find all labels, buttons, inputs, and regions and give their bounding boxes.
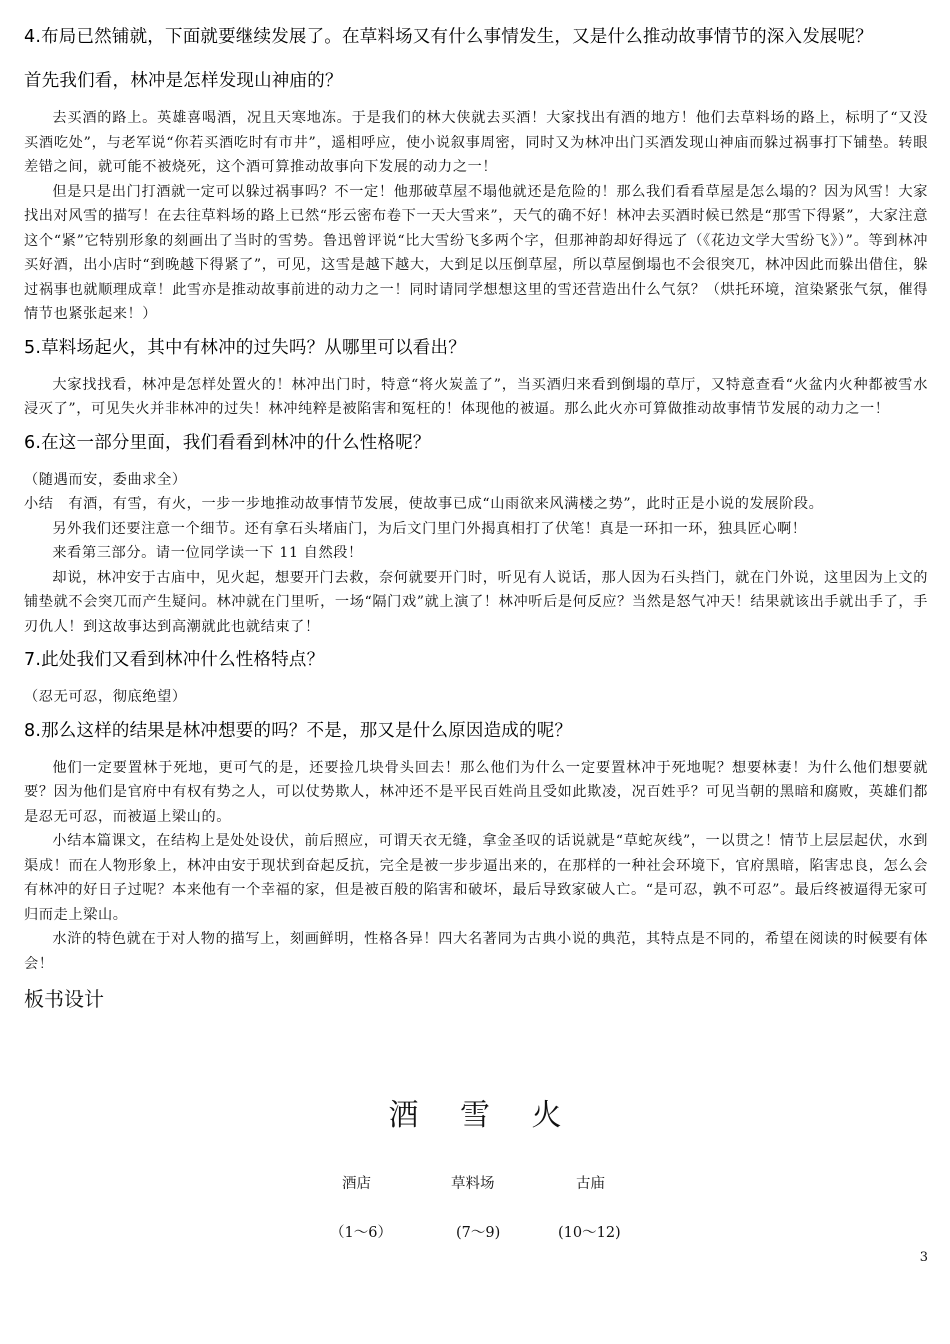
paragraph-snow: 但是只是出门打酒就一定可以躲过祸事吗？不一定！他那破草屋不塌他就还是危险的！那么我们看看草屋是怎么塌的？因为风雪！大家找出对风雪的描写！在去往草料场的路上已然“彤云密布卷下一天大雪来”，天气的确不好！林冲去买酒时候已然是“那雪下得紧”，大家注意这个“紧”它特别形象的刻画出了当时的雪势。鲁迅曾评说“比大雪纷飞多两个字，但那神韵却好得远了（《花边文学大雪纷飞》）”。等到林冲买好酒，出小店时“到晚越下得紧了”，可见，这雪是越下越大，大到足以压倒草屋，所以草屋倒塌也不会很突兀，林冲因此而躲出借住，躲过祸事也就顺理成章！此雪亦是推动故事前进的动力之一！同时请同学想想这里的雪还营造出什么气氛？（烘托环境，渲染紧张气氛，催得情节也紧张起来！） xyxy=(24,183,928,322)
paragraph-wine: 去买酒的路上。英雄喜喝酒，况且天寒地冻。于是我们的林大侠就去买酒！大家找出有酒的地方！他们去草料场的路上，标明了“又没买酒吃处”，与老军说“你若买酒吃时有市井”，遥相呼应，使小说叙事周密，同时又为林冲出门买酒发现山神庙而躲过祸事打下铺垫。转眼差错之间，就可能不被烧死，这个酒可算推动故事向下发展的动力之一！ xyxy=(24,110,928,175)
answer-note-7: （忍无可忍，彻底绝望） xyxy=(24,689,187,705)
paragraph-part-three: 来看第三部分。请一位同学读一下 11 自然段！ xyxy=(52,545,363,561)
question-7-heading: 7.此处我们又看到林冲什么性格特点？ xyxy=(24,650,325,670)
board-word-fire: 火 xyxy=(531,1098,562,1133)
board-word-wine: 酒 xyxy=(388,1098,419,1133)
paragraph-temple: 却说，林冲安于古庙中，见火起，想要开门去救，奈何就要开门时，听见有人说话，那人因为石头挡门，就在门外说，这里因为上文的铺垫就不会突兀而产生疑问。林冲就在门里听，一场“隔门戏”就上演了！林冲听后是何反应？当然是怒气冲天！结果就该出手就出手了，手刃仇人！到这故事达到高潮就此也就结束了！ xyxy=(24,569,928,635)
paragraph-detail: 另外我们还要注意一个细节。还有拿石头堵庙门，为后文门里门外揭真相打了伏笔！真是一环扣一环，独具匠心啊！ xyxy=(52,520,807,537)
question-6-heading: 6.在这一部分里面，我们看看到林冲的什么性格呢？ xyxy=(24,432,431,453)
question-4-subheading: 首先我们看，林冲是怎样发现山神庙的？ xyxy=(24,71,343,91)
question-5-heading: 5.草料场起火，其中有林冲的过失吗？从哪里可以看出？ xyxy=(24,337,466,358)
board-design-title: 板书设计 xyxy=(24,987,104,1011)
board-range-1: （1～6） xyxy=(330,1225,392,1241)
board-range-3: (10～12) xyxy=(558,1225,621,1241)
paragraph-reason: 他们一定要置林于死地，更可气的是，还要捡几块骨头回去！那么他们为什么一定要置林冲于死地呢？想要林妻！为什么他们想要就要？因为他们是官府中有权有势之人，可以仗势欺人，林冲还不是平民百姓尚且受如此欺凌，况百姓乎？可见当朝的黑暗和腐败，英雄们都是忍无可忍，而被逼上梁山的。 xyxy=(24,759,928,825)
question-4-heading: 4.布局已然铺就，下面就要继续发展了。在草料场又有什么事情发生，又是什么推动故事情节的深入发展呢？ xyxy=(24,27,873,47)
board-place-grassyard: 草料场 xyxy=(451,1176,495,1192)
answer-note-6: （随遇而安，委曲求全） xyxy=(24,471,187,488)
board-keywords xyxy=(0,1090,950,1134)
summary-paragraph: 小结 有酒，有雪，有火，一步一步地推动故事情节发展，使故事已成“山雨欲来风满楼之势”，此时正是小说的发展阶段。 xyxy=(24,496,824,512)
paragraph-feature: 水浒的特色就在于对人物的描写上，刻画鲜明，性格各异！四大名著同为古典小说的典范，其特点是不同的，希望在阅读的时候要有体会！ xyxy=(24,931,928,972)
question-8-heading: 8.那么这样的结果是林冲想要的吗？不是，那又是什么原因造成的呢？ xyxy=(24,720,573,741)
document-body xyxy=(24,22,928,1014)
page-number: 3 xyxy=(919,1250,928,1265)
board-range-2: (7～9) xyxy=(456,1225,501,1241)
paragraph-fire: 大家找找看，林冲是怎样处置火的！林冲出门时，特意“将火炭盖了”，当买酒归来看到倒塌的草厅，又特意查看“火盆内火种都被雪水浸灭了”，可见失火并非林冲的过失！林冲纯粹是被陷害和冤枉的！体现他的被逼。那么此火亦可算做推动故事情节发展的动力之一！ xyxy=(24,376,928,417)
board-place-temple: 古庙 xyxy=(576,1176,605,1192)
board-word-snow: 雪 xyxy=(460,1098,490,1133)
paragraph-conclusion: 小结本篇课文，在结构上是处处设伏，前后照应，可谓天衣无缝，拿金圣叹的话说就是“草蛇灰线”，一以贯之！情节上层层起伏，水到渠成！而在人物形象上，林冲由安于现状到奋起反抗，完全是被一步步逼出来的，在那样的一种社会环境下，官府黑暗，陷害忠良，怎么会有林冲的好日子过呢？本来他有一个幸福的家，但是被百般的陷害和破坏，最后导致家破人亡。“是可忍，孰不可忍”。最后终被逼得无家可归而走上梁山。 xyxy=(24,833,928,923)
board-place-tavern: 酒店 xyxy=(342,1176,371,1192)
